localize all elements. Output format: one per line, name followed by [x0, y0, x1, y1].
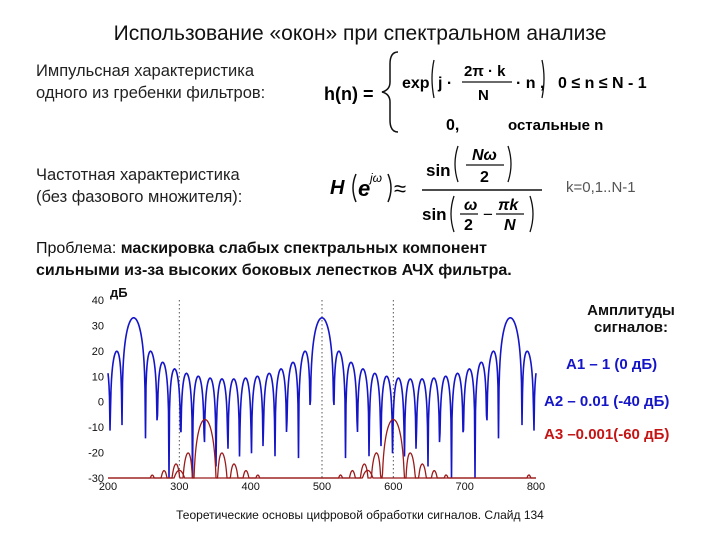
impulse-label-line-1: Импульсная характеристика: [36, 62, 255, 80]
impulse-condition: 0 ≤ n ≤ N - 1: [558, 75, 647, 92]
freq-num-sin: sin: [426, 161, 451, 180]
amplitude-a3: А3 –0.001(-60 дБ): [544, 426, 670, 443]
slide-title: Использование «окон» при спектральном анализе: [113, 22, 607, 45]
freq-den-minus: −: [483, 205, 493, 224]
x-tick-label: 200: [98, 481, 118, 493]
y-tick-label: 0: [97, 396, 104, 409]
freq-formula: [326, 140, 666, 236]
freq-den-pk-top: πk: [498, 197, 519, 214]
amplitude-title-line-1: Амплитуды: [587, 302, 675, 319]
spectrum-curves: [108, 318, 536, 478]
impulse-brace: [382, 52, 398, 132]
freq-num-bot: 2: [480, 169, 489, 186]
y-tick-label: -20: [88, 447, 104, 460]
y-tick-label: 40: [91, 295, 104, 307]
x-tick-label: 300: [170, 481, 189, 493]
amplitude-a2: А2 – 0.01 (-40 дБ): [544, 393, 670, 410]
problem-statement: [36, 238, 696, 282]
slide-footer: Теоретические основы цифровой обработки сигналов. Слайд 134: [176, 508, 544, 522]
y-tick-label: -10: [88, 422, 104, 435]
impulse-j: j ·: [438, 75, 453, 92]
y-tick-label: 20: [91, 345, 104, 358]
freq-exponent: jω: [370, 171, 383, 185]
x-tick-label: 800: [526, 481, 546, 493]
freq-num-top: Nω: [472, 147, 497, 164]
x-axis-ticks: [99, 481, 545, 493]
freq-e: e: [358, 176, 371, 201]
impulse-label-line-2: одного из гребенки фильтров:: [36, 84, 266, 102]
y-tick-label: 10: [91, 371, 104, 384]
impulse-tail: · n ,: [516, 75, 545, 92]
x-tick-label: 600: [384, 481, 403, 493]
impulse-otherwise: остальные n: [508, 117, 604, 134]
impulse-frac-den: N: [478, 87, 489, 104]
problem-prefix: Проблема:: [36, 240, 121, 257]
y-axis-ticks: [88, 295, 104, 485]
dotted-reference-lines: [179, 300, 393, 478]
amplitude-a1: А1 – 1 (0 дБ): [566, 356, 658, 373]
problem-line-2: сильными из-за высоких боковых лепестков АЧХ фильтра.: [36, 262, 512, 279]
spectrum-chart: [0, 280, 560, 500]
freq-den-pk-bot: N: [504, 217, 516, 234]
freq-label-line-2: (без фазового множителя):: [36, 188, 243, 206]
freq-den-w-bot: 2: [464, 217, 473, 234]
x-tick-label: 400: [241, 481, 260, 493]
spectrum-series-line: [108, 318, 536, 478]
problem-line-1: маскировка слабых спектральных компонент: [120, 240, 487, 257]
freq-den-sin: sin: [422, 205, 447, 224]
impulse-label: [36, 60, 265, 104]
freq-range: k=0,1..N-1: [566, 179, 636, 196]
y-tick-label: 30: [91, 320, 104, 333]
y-tick-label: -30: [88, 473, 104, 485]
impulse-zero: 0,: [446, 117, 460, 134]
freq-H: H: [330, 177, 345, 199]
x-tick-label: 700: [455, 481, 474, 493]
freq-approx: ≈: [394, 176, 407, 201]
freq-den-w-top: ω: [464, 197, 478, 214]
freq-label-line-1: Частотная характеристика: [36, 166, 240, 184]
impulse-frac-num: 2π · k: [464, 63, 506, 80]
x-tick-label: 500: [312, 481, 332, 493]
impulse-formula: [320, 44, 690, 136]
amplitude-notes-title: [556, 302, 706, 336]
chart-ylabel: дБ: [110, 285, 128, 300]
impulse-exp: exp: [402, 75, 430, 92]
impulse-lhs: h(n) =: [324, 84, 374, 104]
amplitude-title-line-2: сигналов:: [594, 319, 668, 336]
freq-label: [36, 164, 242, 208]
